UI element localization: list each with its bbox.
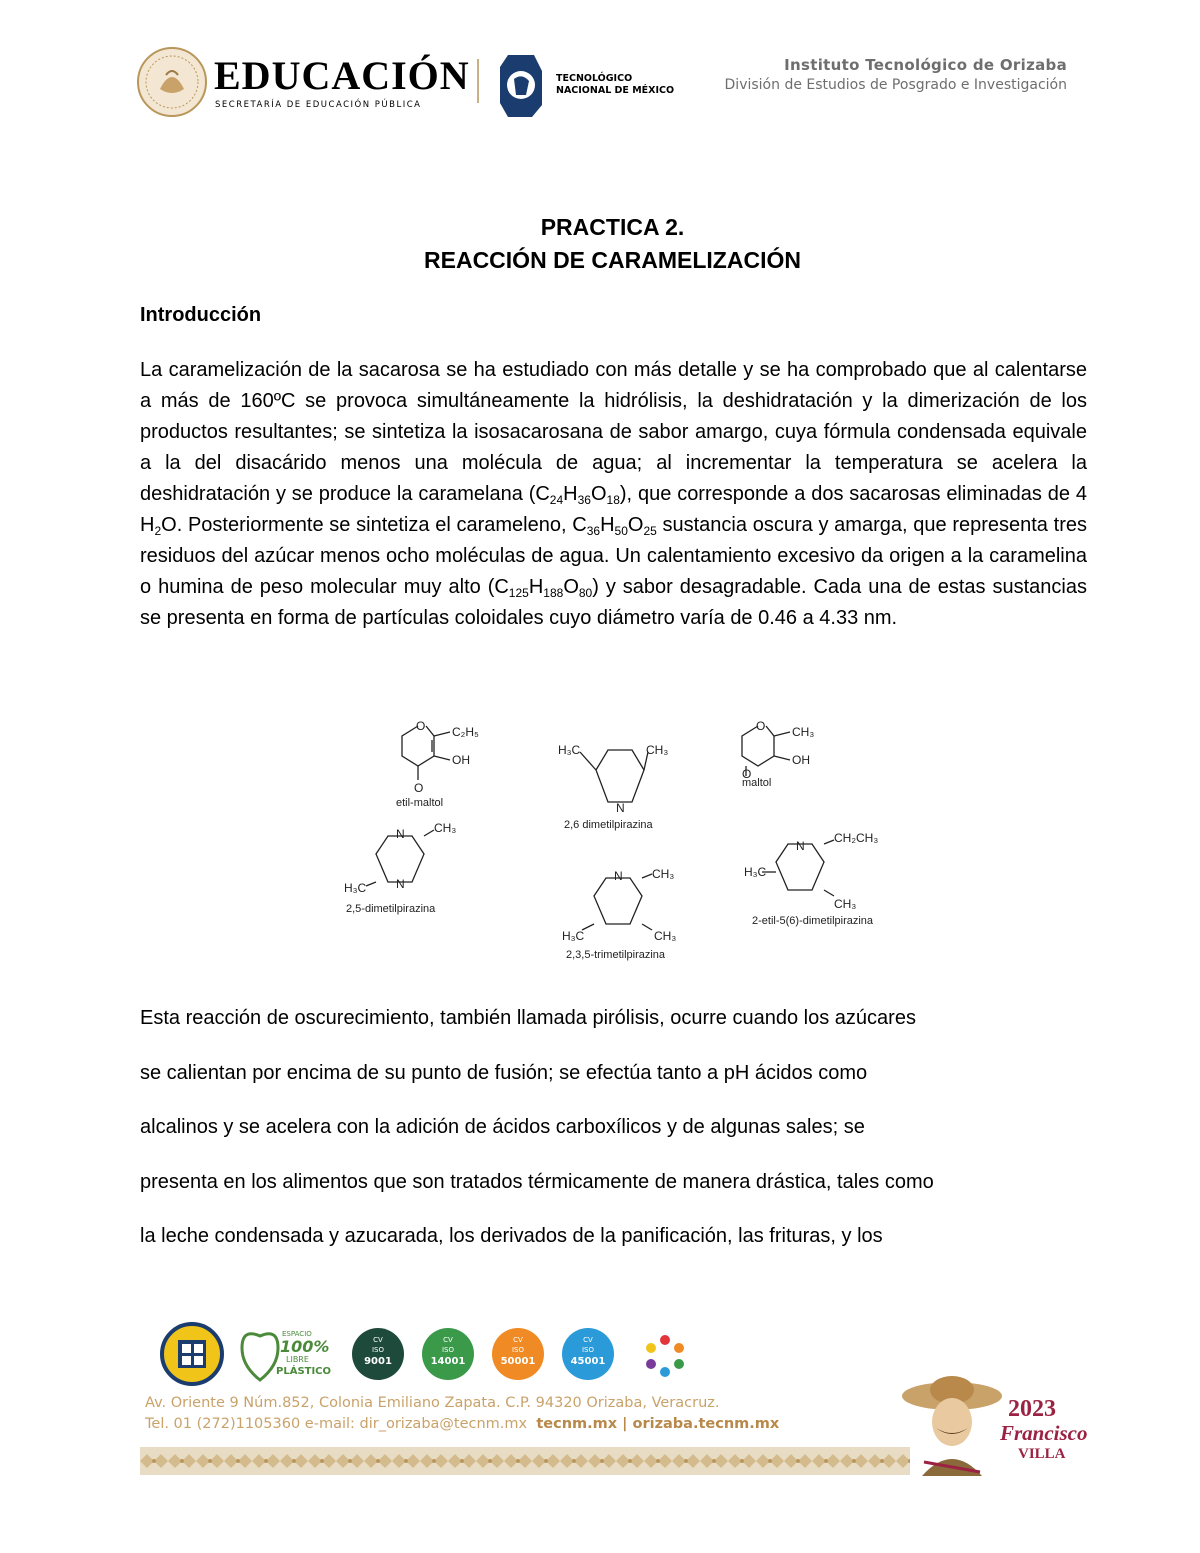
trimetil-sub1: N: [614, 869, 623, 883]
maltol-sub4: O: [742, 767, 752, 781]
trimetil-name: 2,3,5-trimetilpirazina: [566, 949, 666, 961]
dimetilpirazina-26-structure: [580, 750, 648, 802]
certification-logos: [160, 1318, 705, 1394]
etilmaltol-name: etil-maltol: [396, 797, 444, 809]
etilmaltol-sub3: OH: [452, 753, 470, 767]
plastic-free-icon: [242, 1330, 331, 1380]
intro-heading: Introducción: [140, 304, 262, 326]
maltol-name: maltol: [742, 777, 772, 789]
emblem-name-2: VILLA: [1018, 1446, 1066, 1462]
gender-equality-icon: [646, 1335, 684, 1377]
svg-text:CV: CV: [443, 1336, 453, 1344]
iso-14001-badge-icon: [422, 1328, 474, 1380]
svg-text:ISO: ISO: [511, 1346, 525, 1354]
etildimetil-sub2: CH₂CH₃: [834, 831, 879, 845]
dimetil25-sub3: H₃C: [344, 881, 367, 895]
svg-text:CV: CV: [513, 1336, 523, 1344]
etildimetil-sub3: H₃C: [744, 865, 767, 879]
para2-line: presenta en los alimentos que son tratados térmicamente de manera drástica, tales como: [140, 1170, 934, 1193]
document-title: [0, 211, 1200, 277]
trimetil-sub2: CH₃: [652, 867, 675, 881]
web-links[interactable]: tecnm.mx | orizaba.tecnm.mx: [536, 1416, 780, 1432]
para2-line: alcalinos y se acelera con la adición de ácidos carboxílicos y de algunas sales; se: [140, 1116, 865, 1138]
emblem-year: 2023: [1008, 1396, 1056, 1422]
para2-line: se calientan por encima de su punto de fusión; se efectúa tanto a pH ácidos como: [140, 1061, 868, 1084]
chemical-structures-figure: [330, 712, 890, 968]
tecnm-line2: NACIONAL DE MÉXICO: [556, 85, 675, 96]
footer-address: Av. Oriente 9 Núm.852, Colonia Emiliano Zapata. C.P. 94320 Orizaba, Veracruz.: [145, 1395, 720, 1411]
tecnm-line1: TECNOLÓGICO: [556, 73, 633, 84]
svg-text:100%: 100%: [280, 1337, 330, 1356]
svg-text:50001: 50001: [500, 1356, 536, 1367]
footer-contact: [145, 1416, 779, 1432]
svg-text:45001: 45001: [570, 1356, 606, 1367]
title-line-2: REACCIÓN DE CARAMELIZACIÓN: [424, 247, 801, 273]
maltol-sub1: O: [756, 719, 766, 733]
francisco-villa-emblem: [900, 1372, 1100, 1477]
contact-text: Tel. 01 (272)1105360 e-mail: dir_orizaba@tecnm.mx: [145, 1416, 528, 1432]
etildimetil-sub1: N: [796, 839, 805, 853]
etilmaltol-sub4: O: [414, 781, 424, 795]
dimetil25-name: 2,5-dimetilpirazina: [346, 903, 436, 915]
pyrolysis-paragraph: [140, 1001, 1090, 1274]
svg-text:ISO: ISO: [581, 1346, 595, 1354]
dimetil26-sub2: CH₃: [646, 743, 669, 757]
national-seal-icon: [138, 48, 206, 116]
svg-text:9001: 9001: [364, 1356, 392, 1367]
svg-text:LIBRE: LIBRE: [286, 1355, 309, 1364]
maltol-sub2: CH₃: [792, 725, 815, 739]
para2-line: Esta reacción de oscurecimiento, también llamada pirólisis, ocurre cuando los azúcares: [140, 1007, 916, 1029]
secretaria-text: SECRETARÍA DE EDUCACIÓN PÚBLICA: [215, 100, 422, 110]
dimetil26-sub3: N: [616, 801, 625, 815]
institute-name: Instituto Tecnológico de Orizaba: [784, 56, 1067, 74]
tecnm-logo-icon: [500, 55, 542, 117]
dimetil25-sub1: N: [396, 827, 405, 841]
division-name: División de Estudios de Posgrado e Investigación: [724, 77, 1067, 93]
etilmaltol-sub1: O: [416, 719, 426, 733]
dimetil25-sub2: CH₃: [434, 821, 457, 835]
institute-header: [725, 56, 1067, 93]
dimetil26-sub1: H₃C: [558, 743, 581, 757]
etildimetil-sub4: CH₃: [834, 897, 857, 911]
svg-text:CV: CV: [583, 1336, 593, 1344]
iso-9001-badge-icon: [352, 1328, 404, 1380]
title-line-1: PRACTICA 2.: [540, 214, 685, 240]
emblem-name-1: Francisco: [1000, 1421, 1088, 1445]
dimetil26-name: 2,6 dimetilpirazina: [564, 819, 653, 831]
etilmaltol-sub2: C₂H₅: [452, 725, 479, 739]
etil-maltol-structure: [402, 726, 450, 780]
trimetil-sub3: H₃C: [562, 929, 585, 943]
dimetil25-sub4: N: [396, 877, 405, 891]
svg-text:PLÁSTICO: PLÁSTICO: [276, 1366, 332, 1377]
intro-paragraph: La caramelización de la sacarosa se ha estudiado con más detalle y se ha comprobado que al calentarse a más de 160ºC se provoca simultáneamente la hidrólisis, la deshidratación y la dimerización de los productos resultantes; se sintetiza la isosacarosana de sabor amargo, cuya fórmula condensada equivale a la del disacárido menos una molécula de agua; al incrementar la temperatura se acelera la deshidratación y se produce la caramelana $(C_{24}H_{36}O_{18})$, que corresponde a dos sacarosas eliminadas de 4 $H_2O$. Posteriormente se sintetiza el carameleno, $C_{36}H_{50}O_{25}$ sustancia oscura y amarga, que representa tres residuos del azúcar menos ocho moléculas de agua. Un calentamiento excesivo da origen a la caramelina o humina de peso molecular muy alto $(C_{125}H_{188}O_{80})$ y sabor desagradable. Cada una de estas sustancias se presenta en forma de partículas coloidales cuyo diámetro varía de 0.46 a 4.33 nm.: [140, 359, 1088, 629]
svg-text:ESPACIO: ESPACIO: [282, 1330, 312, 1338]
etildimetil-name: 2-etil-5(6)-dimetilpirazina: [752, 915, 874, 927]
header-logos: [136, 45, 676, 127]
svg-text:ISO: ISO: [441, 1346, 455, 1354]
villa-portrait-icon: [902, 1376, 1002, 1476]
maltol-sub3: OH: [792, 753, 810, 767]
iso-45001-badge-icon: [562, 1328, 614, 1380]
svg-text:ISO: ISO: [371, 1346, 385, 1354]
iso-50001-badge-icon: [492, 1328, 544, 1380]
trimetil-sub4: CH₃: [654, 929, 677, 943]
para2-line: la leche condensada y azucarada, los derivados de la panificación, las frituras, y los: [140, 1225, 883, 1247]
decorative-band: [140, 1447, 910, 1475]
svg-text:CV: CV: [373, 1336, 383, 1344]
education-word: EDUCACIÓN: [214, 53, 470, 98]
svg-text:14001: 14001: [430, 1356, 466, 1367]
ito-seal-icon: [162, 1324, 222, 1384]
